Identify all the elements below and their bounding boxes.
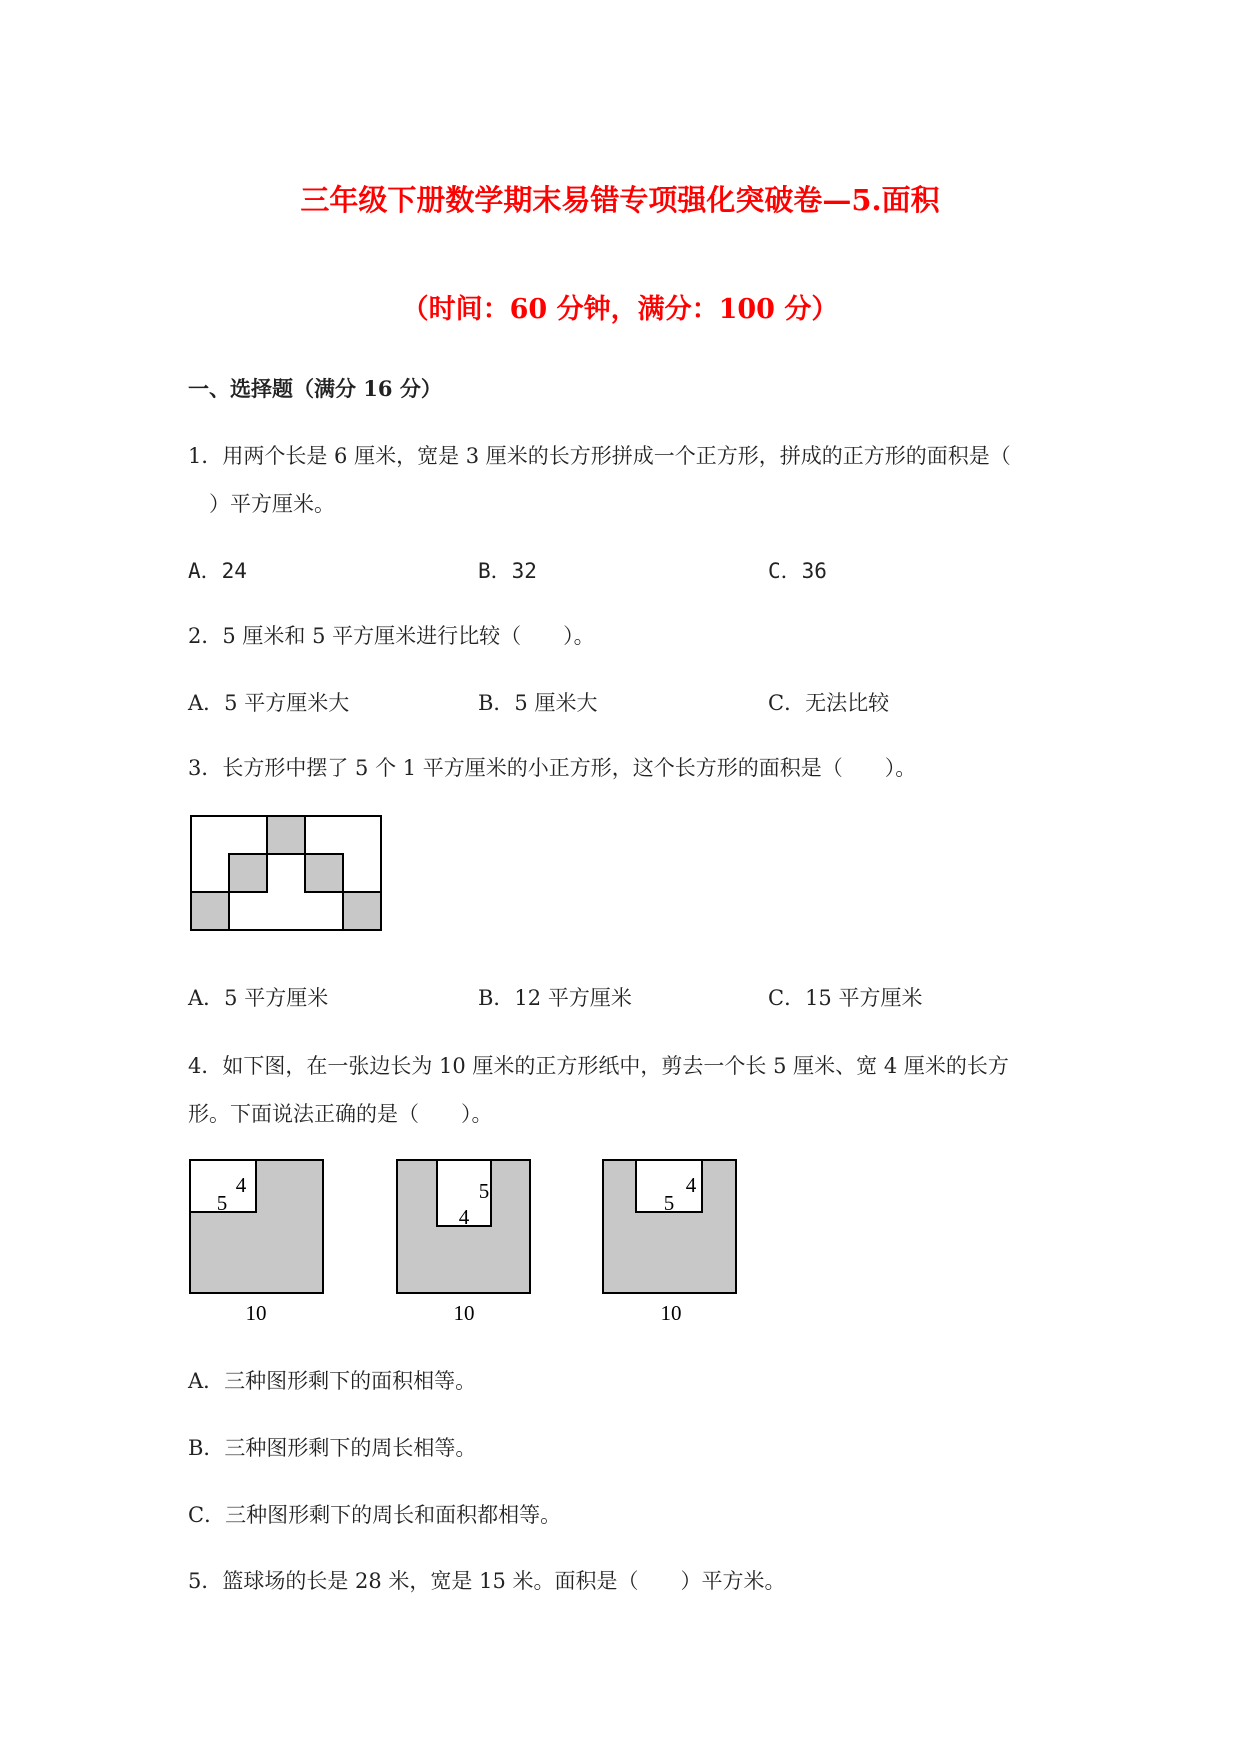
unit-square (229, 854, 267, 892)
figure-1 (190, 1160, 323, 1325)
question-4-option-b: B．三种图形剩下的周长相等。 (188, 1436, 477, 1460)
question-3-text: 3．长方形中摆了 5 个 1 平方厘米的小正方形，这个长方形的面积是（ ）。 (188, 756, 917, 780)
section-heading: 一、选择题（满分 16 分） (188, 376, 442, 401)
question-4-option-c: C．三种图形剩下的周长和面积都相等。 (188, 1503, 562, 1527)
figure-3-label-b: 5 (663, 1191, 675, 1215)
question-4-option-a: A．三种图形剩下的面积相等。 (188, 1369, 477, 1393)
unit-square (343, 892, 381, 930)
figure-1-label-b: 5 (216, 1191, 228, 1215)
question-4-text-cont: 形。下面说法正确的是（ ）。 (188, 1102, 493, 1126)
question-1-option-b: B．32 (478, 559, 537, 583)
figure-3 (603, 1160, 736, 1325)
question-3-option-a: A．5 平方厘米 (188, 986, 329, 1010)
question-1-option-c: C．36 (768, 559, 827, 583)
unit-square (191, 892, 229, 930)
unit-square (305, 854, 343, 892)
question-1-option-a: A．24 (188, 559, 247, 583)
figure-3-label-a: 4 (685, 1173, 697, 1197)
question-3-figure (190, 815, 386, 935)
figure-2 (397, 1160, 530, 1325)
question-3-option-b: B．12 平方厘米 (478, 986, 632, 1010)
question-4-figures (188, 1158, 748, 1330)
question-3-option-c: C．15 平方厘米 (768, 986, 923, 1010)
page-subtitle: （时间：60 分钟，满分：100 分） (401, 294, 839, 325)
figure-1-label-a: 4 (235, 1173, 247, 1197)
figure-3-side-label: 10 (660, 1301, 682, 1325)
figure-2-side-label: 10 (453, 1301, 475, 1325)
question-2-text: 2．5 厘米和 5 平方厘米进行比较（ ）。 (188, 624, 595, 648)
figure-2-label-b: 4 (458, 1205, 470, 1229)
page-title: 三年级下册数学期末易错专项强化突破卷—5.面积 (300, 183, 940, 217)
question-4-text: 4．如下图，在一张边长为 10 厘米的正方形纸中，剪去一个长 5 厘米、宽 4 厘米的长方 (188, 1054, 1009, 1078)
question-2-option-b: B．5 厘米大 (478, 691, 598, 715)
figure-1-side-label: 10 (245, 1301, 267, 1325)
unit-square (267, 816, 305, 854)
question-5-text: 5．篮球场的长是 28 米，宽是 15 米。面积是（ ）平方米。 (188, 1569, 786, 1593)
figure-2-label-a: 5 (478, 1179, 490, 1203)
question-1-text: 1．用两个长是 6 厘米，宽是 3 厘米的长方形拼成一个正方形，拼成的正方形的面积是（ (188, 444, 1011, 468)
question-1-text-cont: ）平方厘米。 (188, 492, 335, 516)
question-2-option-c: C．无法比较 (768, 691, 890, 715)
question-2-option-a: A．5 平方厘米大 (188, 691, 350, 715)
